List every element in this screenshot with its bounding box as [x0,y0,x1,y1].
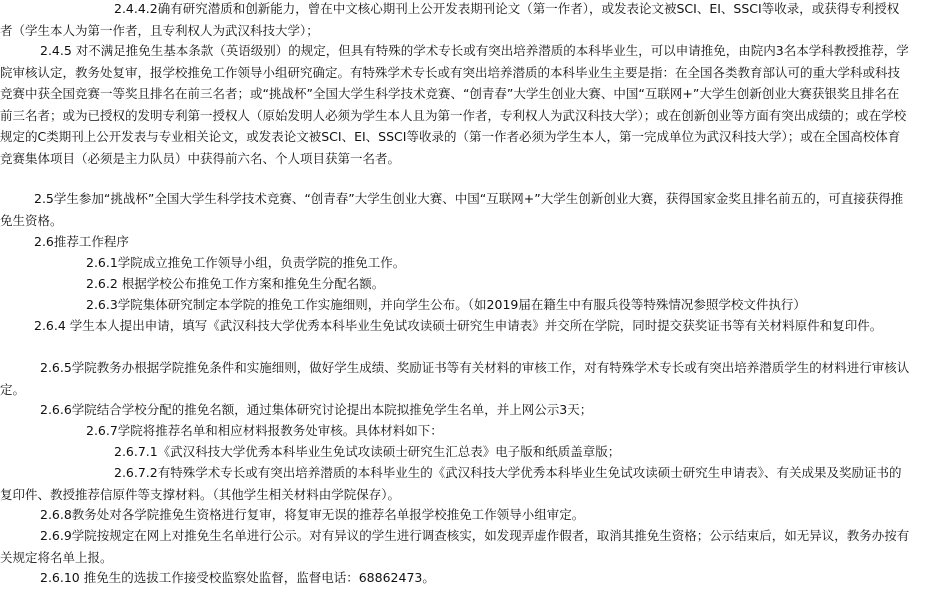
clause-2-4-5: 2.4.5 对不满足推免生基本条款（英语级别）的规定，但具有特殊的学术专长或有突出培养潜质的本科毕业生，可以申请推免，由院内3名本学科教授推荐，学院审核认定，教务处复审，报学校推免工作领导小组研究确定。有特殊学术专长或有突出培养潜质的本科毕业生主要是指：在全国各类教育部认可的重大学科或科技竞赛中获全国竞赛一等奖且排名在前三名者；或“挑战杯”全国大学生科学技术竞赛、“创青春”大学生创业大赛、中国“互联网+”大学生创新创业大赛获银奖且排名在前三名者；或为已授权的发明专利第一授权人（原始发明人必须为学生本人且为第一作者，专利权人为武汉科技大学）；或在创新创业等方面有突出成绩的；或在学校规定的C类期刊上公开发表与专业相关论文，或发表论文被SCI、EI、SSCI等收录的（第一作者必须为学生本人，第一完成单位为武汉科技大学）；或在全国高校体育竞赛集体项目（必须是主力队员）中获得前六名、个人项目获第一名者。 [0,43,909,166]
clause-2-6-8: 2.6.8教务处对各学院推免生资格进行复审，将复审无误的推荐名单报学校推免工作领导小组审定。 [40,507,585,522]
clause-2-6-6: 2.6.6学院结合学校分配的推免名额，通过集体研究讨论提出本院拟推免学生名单，并上网公示3天； [40,402,593,417]
clause-2-4-4-2: 2.4.4.2确有研究潜质和创新能力，曾在中文核心期刊上公开发表期刊论文（第一作者），或发表论文被SCI、EI、SSCI等收录，或获得专利授权者（学生本人为第一作者，且专利权人为武汉科技大学）； [0,1,900,38]
clause-2-6-3: 2.6.3学院集体研究制定本学院的推免工作实施细则，并向学生公布。（如2019届在籍生中有服兵役等特殊情况参照学校文件执行） [86,297,806,312]
clause-2-6-9: 2.6.9学院按规定在网上对推免生名单进行公示。对有异议的学生进行调查核实，如发现弄虚作假者，取消其推免生资格；公示结束后，如无异议，教务办按有关规定将名单上报。 [0,528,910,565]
clause-2-6-1: 2.6.1学院成立推免工作领导小组，负责学院的推免工作。 [86,255,406,270]
clause-2-6-7: 2.6.7学院将推荐名单和相应材料报教务处审核。具体材料如下： [86,423,443,438]
clause-2-6-10: 2.6.10 推免生的选拔工作接受校监察处监督，监督电话：68862473。 [40,570,435,585]
clause-2-6-7-1: 2.6.7.1《武汉科技大学优秀本科毕业生免试攻读硕士研究生汇总表》电子版和纸质盖章版； [114,444,621,459]
clause-2-6-4: 2.6.4 学生本人提出申请，填写《武汉科技大学优秀本科毕业生免试攻读硕士研究生申请表》并交所在学院，同时提交获奖证书等有关材料原件和复印件。 [34,318,883,333]
clause-2-6-7-2: 2.6.7.2有特殊学术专长或有突出培养潜质的本科毕业生的《武汉科技大学优秀本科毕业生免试攻读硕士研究生申请表》、有关成果及奖励证书的复印件、教授推荐信原件等支撑材料。（其他学生相关材料由学院保存）。 [0,465,902,502]
clause-2-5: 2.5学生参加“挑战杯”全国大学生科学技术竞赛、“创青春”大学生创业大赛、中国“互联网+”大学生创新创业大赛，获得国家金奖且排名前五的，可直接获得推免生资格。 [0,191,904,228]
clause-2-6-2: 2.6.2 根据学校公布推免工作方案和推免生分配名额。 [86,276,385,291]
clause-2-6-heading: 2.6推荐工作程序 [34,234,129,249]
clause-2-6-5: 2.6.5学院教务办根据学院推免条件和实施细则，做好学生成绩、奖励证书等有关材料的审核工作，对有特殊学术专长或有突出培养潜质学生的材料进行审核认定。 [0,360,910,397]
